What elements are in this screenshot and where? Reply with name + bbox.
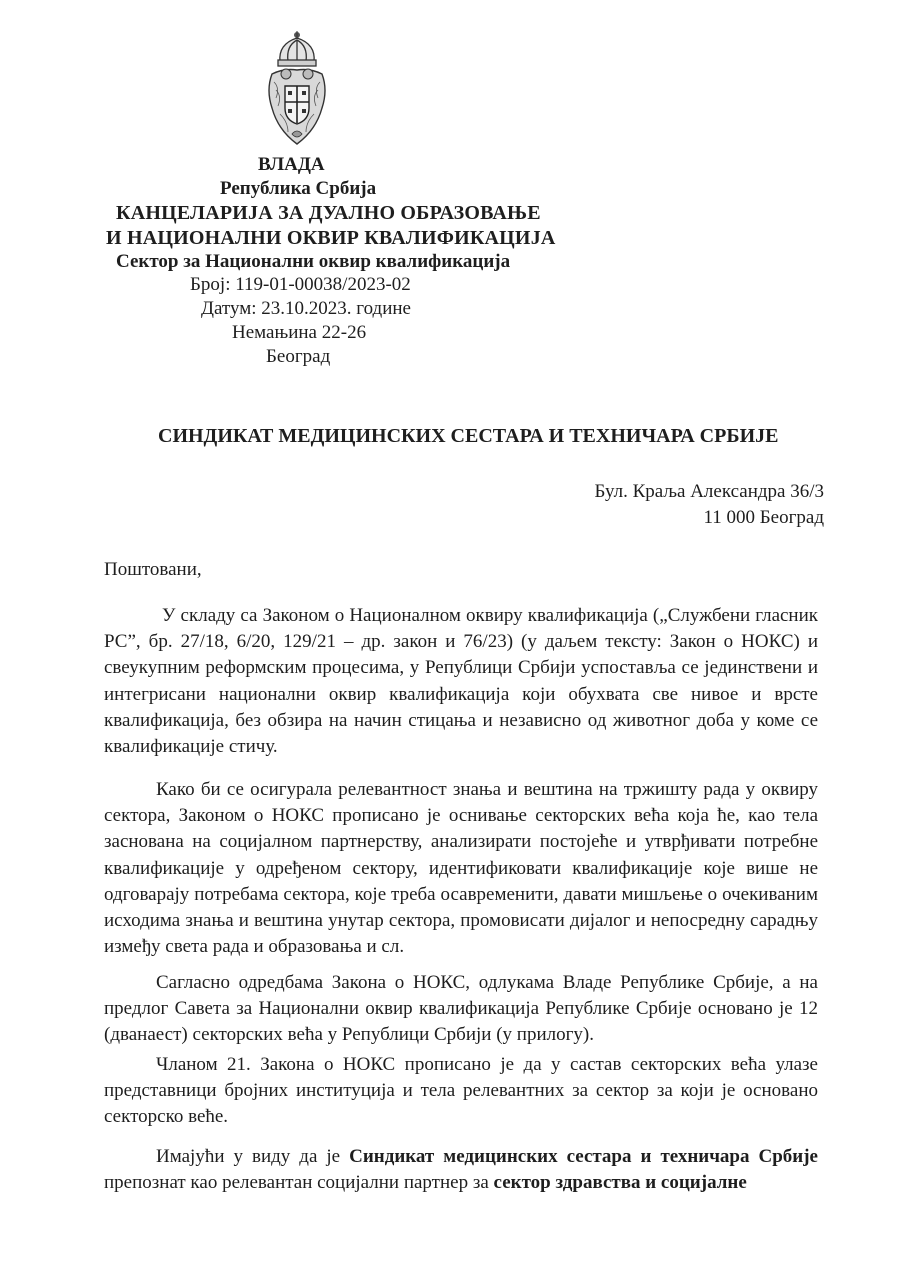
paragraph-4: Чланом 21. Закона о НОКС прописано је да у састав секторских већа улазе представници бројних институција и тела релевантних за сектор за који је основано секторско веће.	[104, 1054, 818, 1128]
paragraph-5-union-name: Синдикат медицинских сестара и техничара Србије	[349, 1146, 818, 1167]
paragraph-2: Како би се осигурала релевантност знања и вештина на тржишту рада у оквиру сектора, Законом о НОКС прописано је оснивање секторских већа која ће, као тела заснована на социјалном партнерству, анализирати постојеће и утврђивати потребне квалификације у одређеном сектору, идентификовати квалификације које више не одговарају потребама сектора, које треба осавременити, давати мишљење о очекиваним исходима знања и вештина унутар сектора, промовисати дијалог и непосредну сарадњу између света рада и образовања и сл.	[104, 779, 818, 958]
header-republic: Република Србија	[220, 178, 377, 199]
paragraph-1: У складу са Законом о Националном оквиру квалификација („Службени гласник РС”, бр. 27/18, 6/20, 129/21 – др. закон и 76/23) (у даљем тексту: Закон о НОКС) и свеукупним реформским процесима, у Републици Србији успоставља се јединствени и интегрисани национални оквир квалификација који обухвата све нивое и врсте квалификација, без обзира на начин стицања и независно од животног доба у коме се квалификације стичу.	[104, 605, 818, 758]
paragraph-5	[104, 1144, 818, 1196]
header-office-line1: КАНЦЕЛАРИЈА ЗА ДУАЛНО ОБРАЗОВАЊЕ	[116, 202, 541, 224]
header-city: Београд	[266, 346, 331, 367]
header-office-line2: И НАЦИОНАЛНИ ОКВИР КВАЛИФИКАЦИЈА	[106, 227, 556, 249]
paragraph-3: Сагласно одредбама Закона о НОКС, одлукама Владе Републике Србије, а на предлог Савета за Национални оквир квалификација Републике Србије основано је 12 (дванаест) секторских већа у Републици Србији (у прилогу).	[104, 972, 818, 1046]
header-date: Датум: 23.10.2023. године	[201, 298, 411, 319]
header-reference-number: Број: 119-01-00038/2023-02	[190, 274, 411, 295]
paragraph-5-text-c: препознат као релевантан социјални партнер за	[104, 1172, 494, 1194]
salutation: Поштовани,	[104, 559, 202, 580]
recipient-name: СИНДИКАТ МЕДИЦИНСКИХ СЕСТАРА И ТЕХНИЧАРА СРБИЈЕ	[158, 425, 779, 447]
paragraph-5-text-a: Имајући у виду да је	[156, 1146, 350, 1167]
recipient-address-line1: Бул. Краља Александра 36/3	[594, 481, 824, 502]
recipient-address-line2: 11 000 Београд	[703, 507, 824, 528]
coat-of-arms-icon	[264, 30, 330, 148]
header-government: ВЛАДА	[258, 154, 325, 175]
header-sector: Сектор за Национални оквир квалификација	[116, 251, 511, 272]
header-street: Немањина 22-26	[232, 322, 367, 343]
paragraph-5-sector-name: сектор здравства и социјалне	[493, 1172, 747, 1194]
